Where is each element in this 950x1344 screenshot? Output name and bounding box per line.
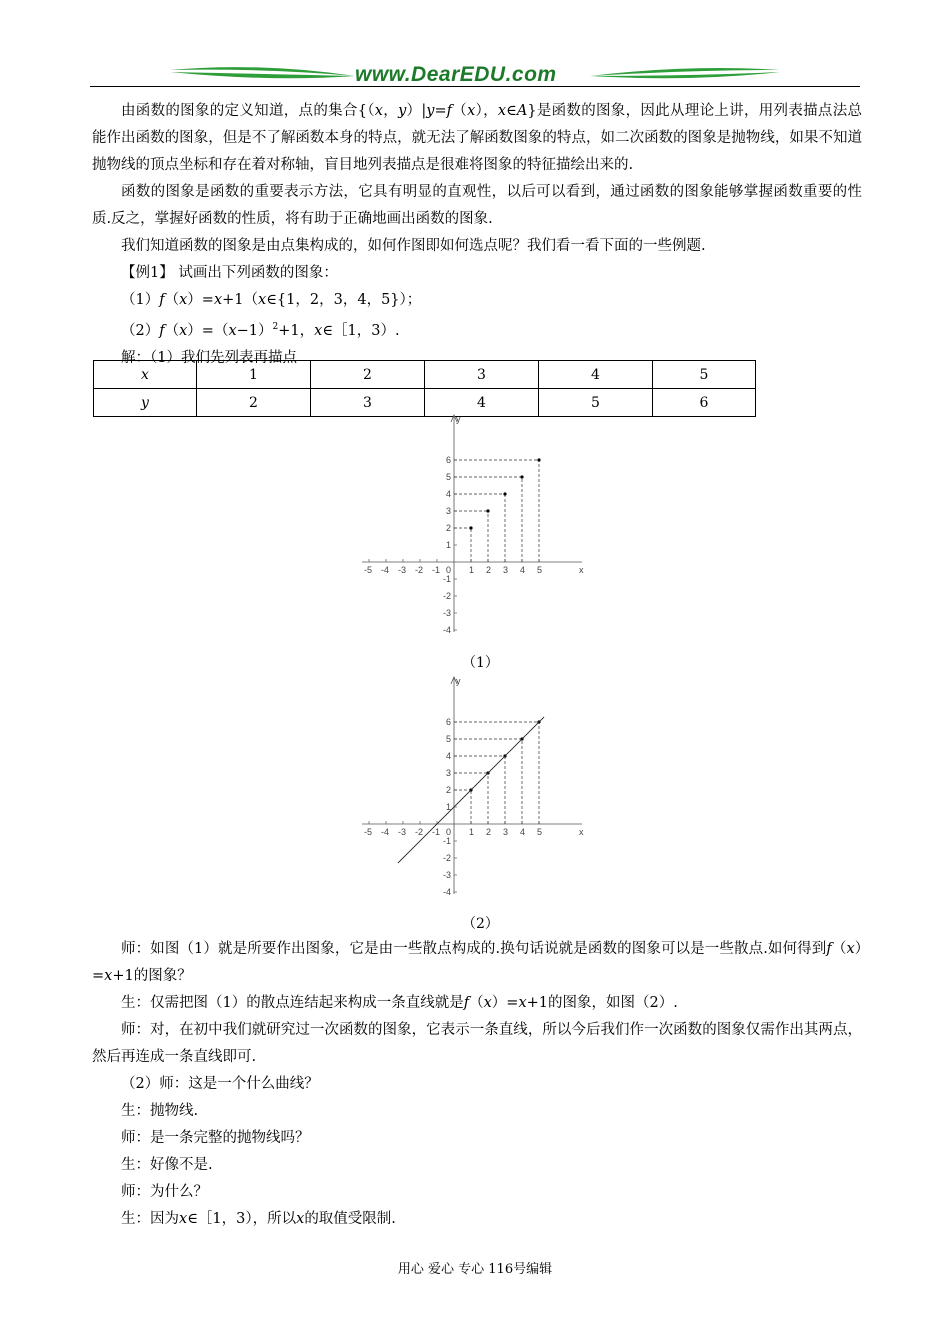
x-tick-label: 5 — [537, 565, 543, 575]
dialog-line: 生：仅需把图（1）的散点连结起来构成一条直线就是f（x）=x+1的图象，如图（2）. — [121, 995, 678, 1011]
table-cell: 3 — [311, 389, 425, 417]
y-tick-label: -1 — [443, 574, 452, 584]
dialog-line: 师：如图（1）就是所要作出图象，它是由一些散点构成的.换句话说就是函数的图象可以是一些散点.如何得到f（x）=x+1的图象？ — [92, 941, 862, 984]
y-tick-label: -3 — [443, 608, 452, 618]
table-cell: 2 — [311, 361, 425, 389]
y-tick-label: 2 — [446, 785, 452, 795]
x-tick-label: -1 — [432, 827, 441, 837]
y-tick-label: 1 — [446, 802, 452, 812]
table-cell: 6 — [653, 389, 756, 417]
y-tick-label: -2 — [443, 591, 452, 601]
dialog-line: 师：是一条完整的抛物线吗？ — [121, 1130, 310, 1146]
data-point — [537, 458, 540, 461]
origin-label: 0 — [446, 827, 452, 837]
table-cell: 4 — [539, 361, 653, 389]
x-axis-label: x — [579, 565, 584, 575]
x-tick-label: -3 — [398, 565, 407, 575]
y-tick-label: 2 — [446, 523, 452, 533]
table-cell: y — [94, 389, 197, 417]
table-row — [94, 361, 756, 389]
y-tick-label: 4 — [446, 751, 452, 761]
x-tick-label: 1 — [469, 827, 475, 837]
x-tick-label: -1 — [432, 565, 441, 575]
paragraph-1: 由函数的图象的定义知道，点的集合{（x，y）|y=f（x），x∈A}是函数的图象，因此从理论上讲，用列表描点法总能作出函数的图象，但是不了解函数本身的特点，就无法了解函数图象的特点，如二次函数的图象是抛物线，如果不知道抛物线的顶点坐标和存在着对称轴，盲目地列表描点是很难将图象的特征描绘出来的. — [92, 103, 863, 173]
dialog-text — [92, 936, 862, 1233]
value-table — [93, 360, 756, 417]
dialog-line: 师：对，在初中我们就研究过一次函数的图象，它表示一条直线，所以今后我们作一次函数的图象仅需作出其两点，然后再连成一条直线即可. — [92, 1022, 862, 1065]
y-tick-label: -4 — [443, 887, 452, 897]
page-footer: 用心 爱心 专心 116号编辑 — [397, 1262, 553, 1277]
x-axis-label: x — [579, 827, 584, 837]
y-tick-label: 4 — [446, 489, 452, 499]
x-tick-label: 5 — [537, 827, 543, 837]
example-item-2: $(2)f(x)=(x-1)^2+1$，x∈［1，3）. — [121, 322, 400, 339]
x-tick-label: -4 — [381, 827, 390, 837]
y-tick-label: 3 — [446, 768, 452, 778]
x-tick-label: 2 — [486, 827, 492, 837]
example-item-1: （1）f（x）=x+1（x∈{1，2，3，4，5}）； — [121, 292, 422, 308]
y-tick-label: 3 — [446, 506, 452, 516]
x-tick-label: -4 — [381, 565, 390, 575]
table-cell: 2 — [197, 389, 311, 417]
figure-2-caption: （2） — [462, 916, 499, 932]
y-tick-label: -1 — [443, 836, 452, 846]
x-tick-label: 2 — [486, 565, 492, 575]
x-tick-label: 3 — [503, 565, 509, 575]
y-tick-label: 6 — [446, 717, 452, 727]
x-tick-label: -2 — [415, 827, 424, 837]
paragraph-2: 函数的图象是函数的重要表示方法，它具有明显的直观性，以后可以看到，通过函数的图象能够掌握函数重要的性质.反之，掌握好函数的性质，将有助于正确地画出函数的图象. — [92, 184, 862, 227]
dialog-line: 生：抛物线. — [121, 1103, 199, 1119]
dialog-line: （2）师：这是一个什么曲线？ — [121, 1076, 319, 1092]
x-tick-label: -3 — [398, 827, 407, 837]
data-point — [520, 475, 523, 478]
y-tick-label: 5 — [446, 472, 452, 482]
table-cell: 5 — [653, 361, 756, 389]
y-tick-label: -4 — [443, 625, 452, 635]
intro-text — [92, 98, 862, 372]
table-cell: 4 — [425, 389, 539, 417]
solution-line: 解：（1）我们先列表再描点 — [121, 349, 297, 366]
x-tick-label: 1 — [469, 565, 475, 575]
data-point — [469, 526, 472, 529]
x-tick-label: 4 — [520, 565, 526, 575]
origin-label: 0 — [446, 565, 452, 575]
y-tick-label: 5 — [446, 734, 452, 744]
dialog-line: 生：好像不是. — [121, 1157, 213, 1173]
header-divider — [90, 86, 860, 87]
x-tick-label: -2 — [415, 565, 424, 575]
table-cell: x — [94, 361, 197, 389]
table-cell: 5 — [539, 389, 653, 417]
x-tick-label: 4 — [520, 827, 526, 837]
table-cell: 3 — [425, 361, 539, 389]
y-tick-label: 1 — [446, 540, 452, 550]
site-logo[interactable]: www.DearEDU.com — [355, 63, 557, 86]
x-tick-label: -5 — [364, 827, 373, 837]
y-tick-label: -2 — [443, 853, 452, 863]
data-point — [486, 509, 489, 512]
y-tick-label: -3 — [443, 870, 452, 880]
table-cell: 1 — [197, 361, 311, 389]
dialog-line: 师：为什么？ — [121, 1184, 208, 1200]
y-axis-label: y — [456, 676, 461, 686]
figure-2-line — [350, 672, 600, 902]
y-axis-label: y — [456, 414, 461, 424]
example-heading: 【例1】 试画出下列函数的图象： — [121, 265, 338, 281]
figure-1-scatter — [350, 410, 600, 640]
x-tick-label: -5 — [364, 565, 373, 575]
dialog-line: 生：因为x∈［1，3），所以x的取值受限制. — [121, 1211, 396, 1227]
figure-1-caption: （1） — [462, 655, 499, 671]
paragraph-3: 我们知道函数的图象是由点集构成的，如何作图即如何选点呢？我们看一看下面的一些例题. — [121, 238, 706, 254]
y-tick-label: 6 — [446, 455, 452, 465]
data-point — [503, 492, 506, 495]
x-tick-label: 3 — [503, 827, 509, 837]
